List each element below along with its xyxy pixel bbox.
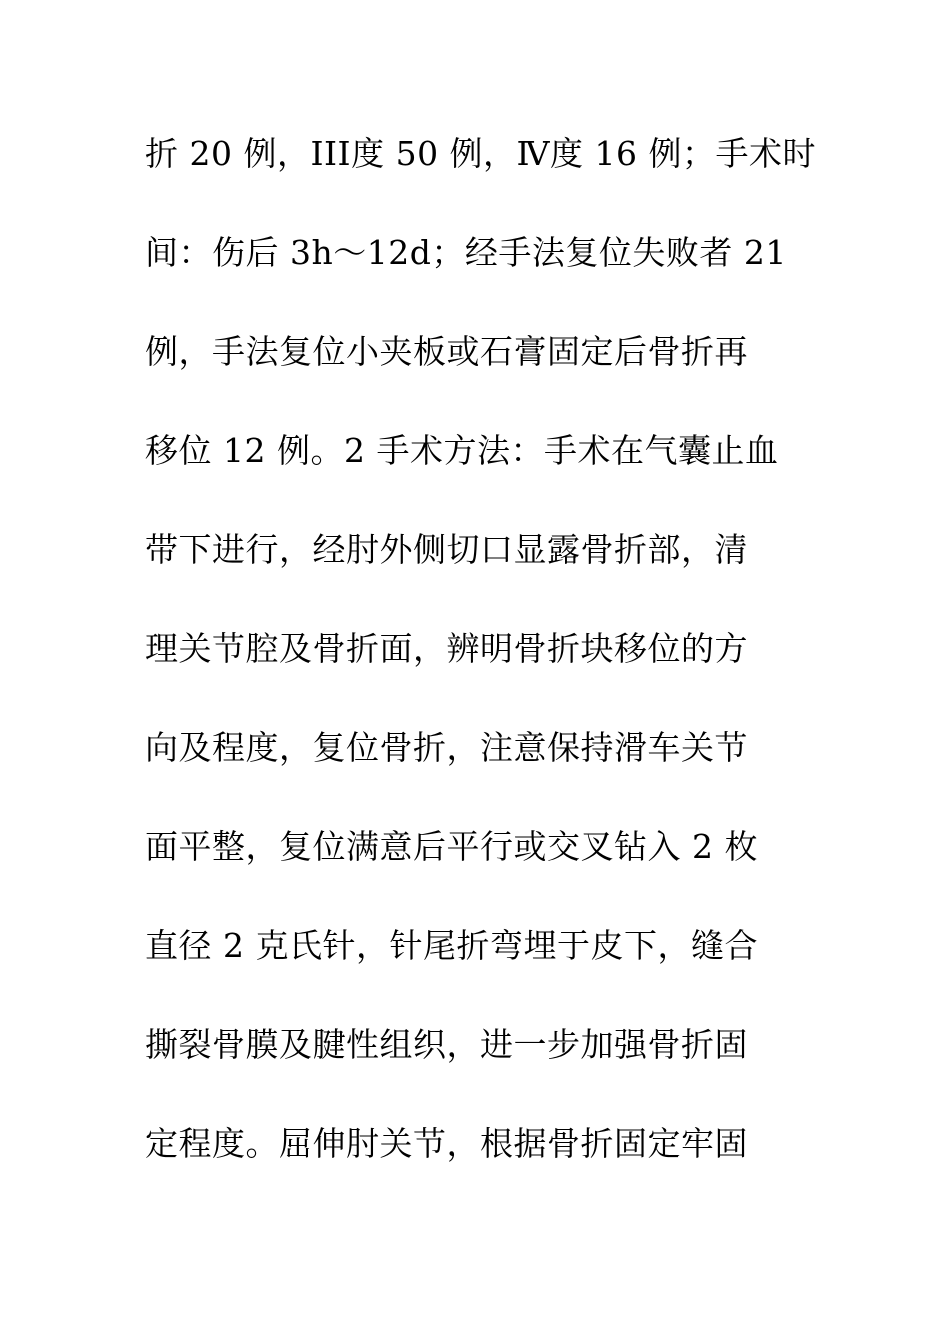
text-line: 向及程度，复位骨折，注意保持滑车关节: [145, 728, 748, 767]
text-line: 移位 12 例。2 手术方法：手术在气囊止血: [145, 431, 779, 470]
body-text: [145, 124, 816, 1213]
text-line: 例，手法复位小夹板或石膏固定后骨折再: [145, 332, 748, 371]
text-line: 面平整，复位满意后平行或交叉钻入 2 枚: [145, 827, 758, 866]
text-line: 撕裂骨膜及腱性组织，进一步加强骨折固: [145, 1025, 748, 1064]
text-line: 折 20 例，III度 50 例，Ⅳ度 16 例；手术时: [145, 134, 816, 173]
text-line: 间：伤后 3h～12d；经手法复位失败者 21: [145, 233, 787, 272]
text-line: 带下进行，经肘外侧切口显露骨折部，清: [145, 530, 748, 569]
text-line: 直径 2 克氏针，针尾折弯埋于皮下，缝合: [145, 926, 758, 965]
text-line: 定程度。屈伸肘关节，根据骨折固定牢固: [145, 1124, 748, 1163]
text-line: 理关节腔及骨折面，辨明骨折块移位的方: [145, 629, 748, 668]
